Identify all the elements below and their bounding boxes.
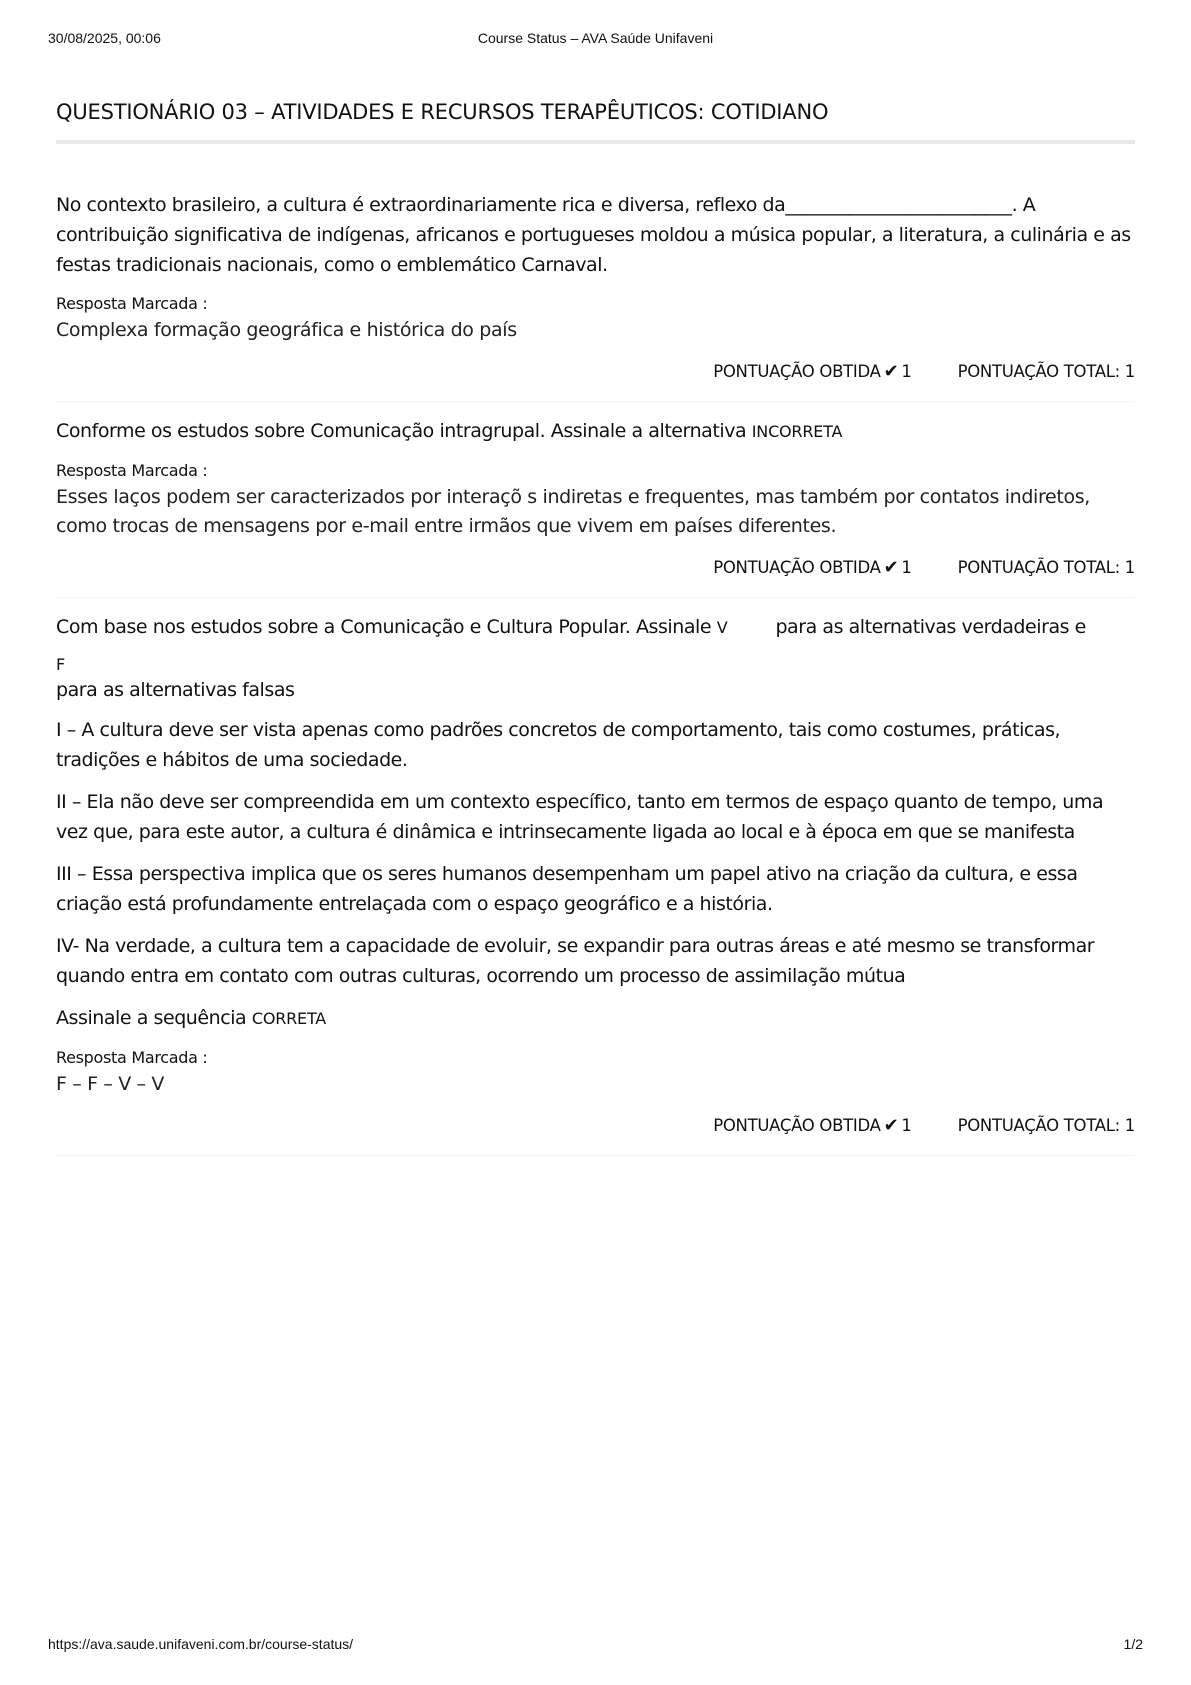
score-obtained: PONTUAÇÃO OBTIDA ✔ 1 <box>713 557 912 578</box>
score-row <box>56 1115 1135 1137</box>
divider <box>56 1155 1135 1156</box>
answer-label: Resposta Marcada : <box>56 1048 208 1067</box>
marked-answer: F – F – V – V <box>56 1073 165 1095</box>
question-intro-end: para as alternativas falsas <box>56 679 295 701</box>
check-icon: ✔ <box>883 361 899 382</box>
question-text: No contexto brasileiro, a cultura é extraordinariamente rica e diversa, reflexo da_________________________. A contribuição significativa de indígenas, africanos e portugueses moldou a música popular, a literatura, a culinária e as festas tradicionais nacionais, como o emblemático Carnaval. <box>56 194 1131 276</box>
course-status-content <box>56 100 1135 1156</box>
question-closing: Assinale a sequência CORRETA <box>56 1007 327 1029</box>
statement-iii: III – Essa perspectiva implica que os seres humanos desempenham um papel ativo na criação da cultura, e essa criação está profundamente entrelaçada com o espaço geográfico e a história. <box>56 863 1078 915</box>
score-row <box>56 361 1135 383</box>
letter-v: V <box>716 618 728 637</box>
page-title: QUESTIONÁRIO 03 – ATIVIDADES E RECURSOS TERAPÊUTICOS: COTIDIANO <box>56 100 1135 144</box>
divider <box>56 401 1135 402</box>
question-2 <box>56 416 1135 598</box>
score-total: PONTUAÇÃO TOTAL: 1 <box>957 558 1135 577</box>
page-number: 1/2 <box>1123 1636 1143 1652</box>
answer-label: Resposta Marcada : <box>56 461 208 480</box>
print-url: https://ava.saude.unifaveni.com.br/course-status/ <box>48 1636 354 1652</box>
question-emphasis: INCORRETA <box>751 422 843 441</box>
statement-iv: IV- Na verdade, a cultura tem a capacidade de evoluir, se expandir para outras áreas e até mesmo se transformar quando entra em contato com outras culturas, ocorrendo um processo de assimilação mútua <box>56 935 1095 987</box>
score-row <box>56 557 1135 579</box>
question-intro: Com base nos estudos sobre a Comunicação e Cultura Popular. Assinale V para as alternativas verdadeiras e <box>56 616 1086 638</box>
print-footer <box>48 1636 1143 1656</box>
score-obtained: PONTUAÇÃO OBTIDA ✔ 1 <box>713 1115 912 1136</box>
question-1 <box>56 190 1135 402</box>
print-datetime: 30/08/2025, 00:06 <box>48 30 161 46</box>
score-total: PONTUAÇÃO TOTAL: 1 <box>957 362 1135 381</box>
check-icon: ✔ <box>883 1115 899 1136</box>
marked-answer: Esses laços podem ser caracterizados por interaçõ s indiretas e frequentes, mas também por contatos indiretos, como trocas de mensagens por e-mail entre irmãos que vivem em países diferentes. <box>56 486 1090 537</box>
check-icon: ✔ <box>883 557 899 578</box>
score-total: PONTUAÇÃO TOTAL: 1 <box>957 1116 1135 1135</box>
divider <box>56 597 1135 598</box>
score-obtained: PONTUAÇÃO OBTIDA ✔ 1 <box>713 361 912 382</box>
print-page-title: Course Status – AVA Saúde Unifaveni <box>477 30 714 46</box>
statement-ii: II – Ela não deve ser compreendida em um contexto específico, tanto em termos de espaço quanto de tempo, uma vez que, para este autor, a cultura é dinâmica e intrinsecamente ligada ao local e à época em que se manifesta <box>56 791 1104 843</box>
closing-emphasis: CORRETA <box>251 1009 327 1028</box>
answer-label: Resposta Marcada : <box>56 294 208 313</box>
marked-answer: Complexa formação geográfica e histórica do país <box>56 319 517 341</box>
print-header <box>48 30 1143 50</box>
letter-f: F <box>56 655 66 674</box>
statement-i: I – A cultura deve ser vista apenas como padrões concretos de comportamento, tais como costumes, práticas, tradições e hábitos de uma sociedade. <box>56 719 1061 771</box>
question-text: Conforme os estudos sobre Comunicação intragrupal. Assinale a alternativa INCORRETA <box>56 420 843 442</box>
question-3 <box>56 612 1135 1156</box>
